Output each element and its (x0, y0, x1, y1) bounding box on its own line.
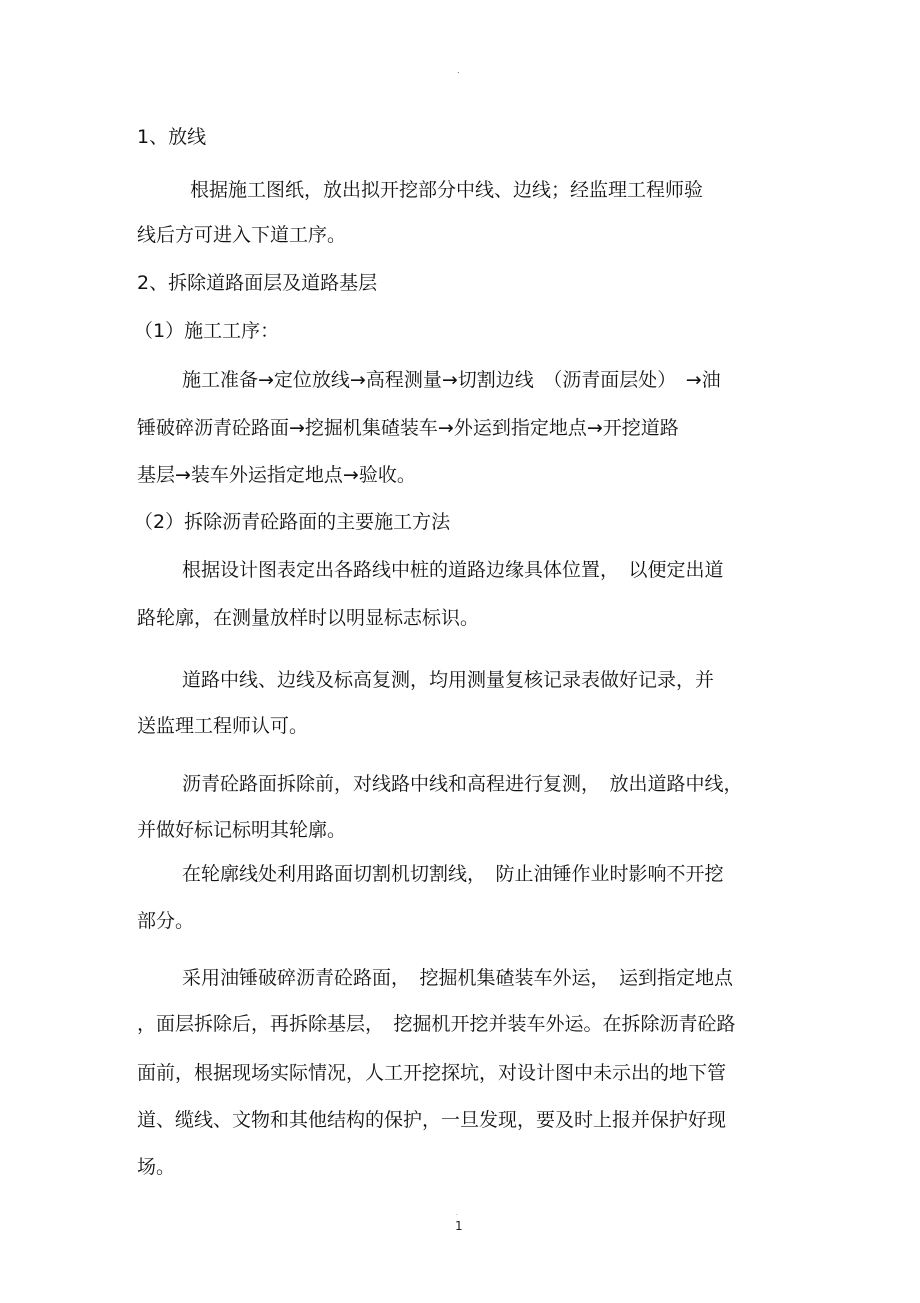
header-mark: . (457, 66, 460, 75)
subheading-2: （2）拆除沥青砼路面的主要施工方法 (134, 511, 451, 533)
paragraph-line: 道、缆线、文物和其他结构的保护，一旦发现，要及时上报并保护好现 (137, 1109, 727, 1131)
paragraph-line: 路轮廓，在测量放样时以明显标志标识。 (137, 607, 480, 629)
paragraph-line: 并做好标记标明其轮廓。 (137, 819, 347, 841)
paragraph-line: 场。 (137, 1156, 176, 1178)
subheading-1: （1）施工工序： (134, 320, 280, 342)
paragraph-line: 基层→装车外运指定地点→验收。 (137, 464, 416, 486)
paragraph-line: 根据设计图表定出各路线中桩的道路边缘具体位置， 以便定出道 (182, 559, 724, 581)
paragraph-line: 采用油锤破碎沥青砼路面， 挖掘机集碴装车外运， 运到指定地点 (182, 967, 734, 989)
paragraph-line: 根据施工图纸，放出拟开挖部分中线、边线；经监理工程师验 (190, 179, 704, 201)
paragraph-line: 部分。 (137, 910, 195, 932)
paragraph-line: 送监理工程师认可。 (137, 715, 309, 737)
paragraph-line: 锤破碎沥青砼路面→挖掘机集碴装车→外运到指定地点→开挖道路 (137, 417, 679, 439)
paragraph-line: 在轮廓线处利用路面切割机切割线， 防止油锤作业时影响不开挖 (182, 863, 724, 885)
paragraph-line: 面前，根据现场实际情况，人工开挖探坑，对设计图中未示出的地下管 (137, 1062, 727, 1084)
heading-1: 1、放线 (137, 126, 207, 148)
footer-mark: . (456, 1210, 458, 1217)
paragraph-line: 线后方可进入下道工序。 (137, 224, 347, 246)
paragraph-line: ，面层拆除后，再拆除基层， 挖掘机开挖并装车外运。在拆除沥青砼路 (137, 1013, 736, 1035)
paragraph-line: 道路中线、边线及标高复测，均用测量复核记录表做好记录，并 (182, 669, 715, 691)
heading-2: 2、拆除道路面层及道路基层 (137, 272, 378, 294)
page-number: 1 (455, 1219, 463, 1233)
paragraph-line: 沥青砼路面拆除前，对线路中线和高程进行复测， 放出道路中线， (182, 773, 743, 795)
paragraph-line: 施工准备→定位放线→高程测量→切割边线 （沥青面层处） →油 (182, 369, 721, 391)
